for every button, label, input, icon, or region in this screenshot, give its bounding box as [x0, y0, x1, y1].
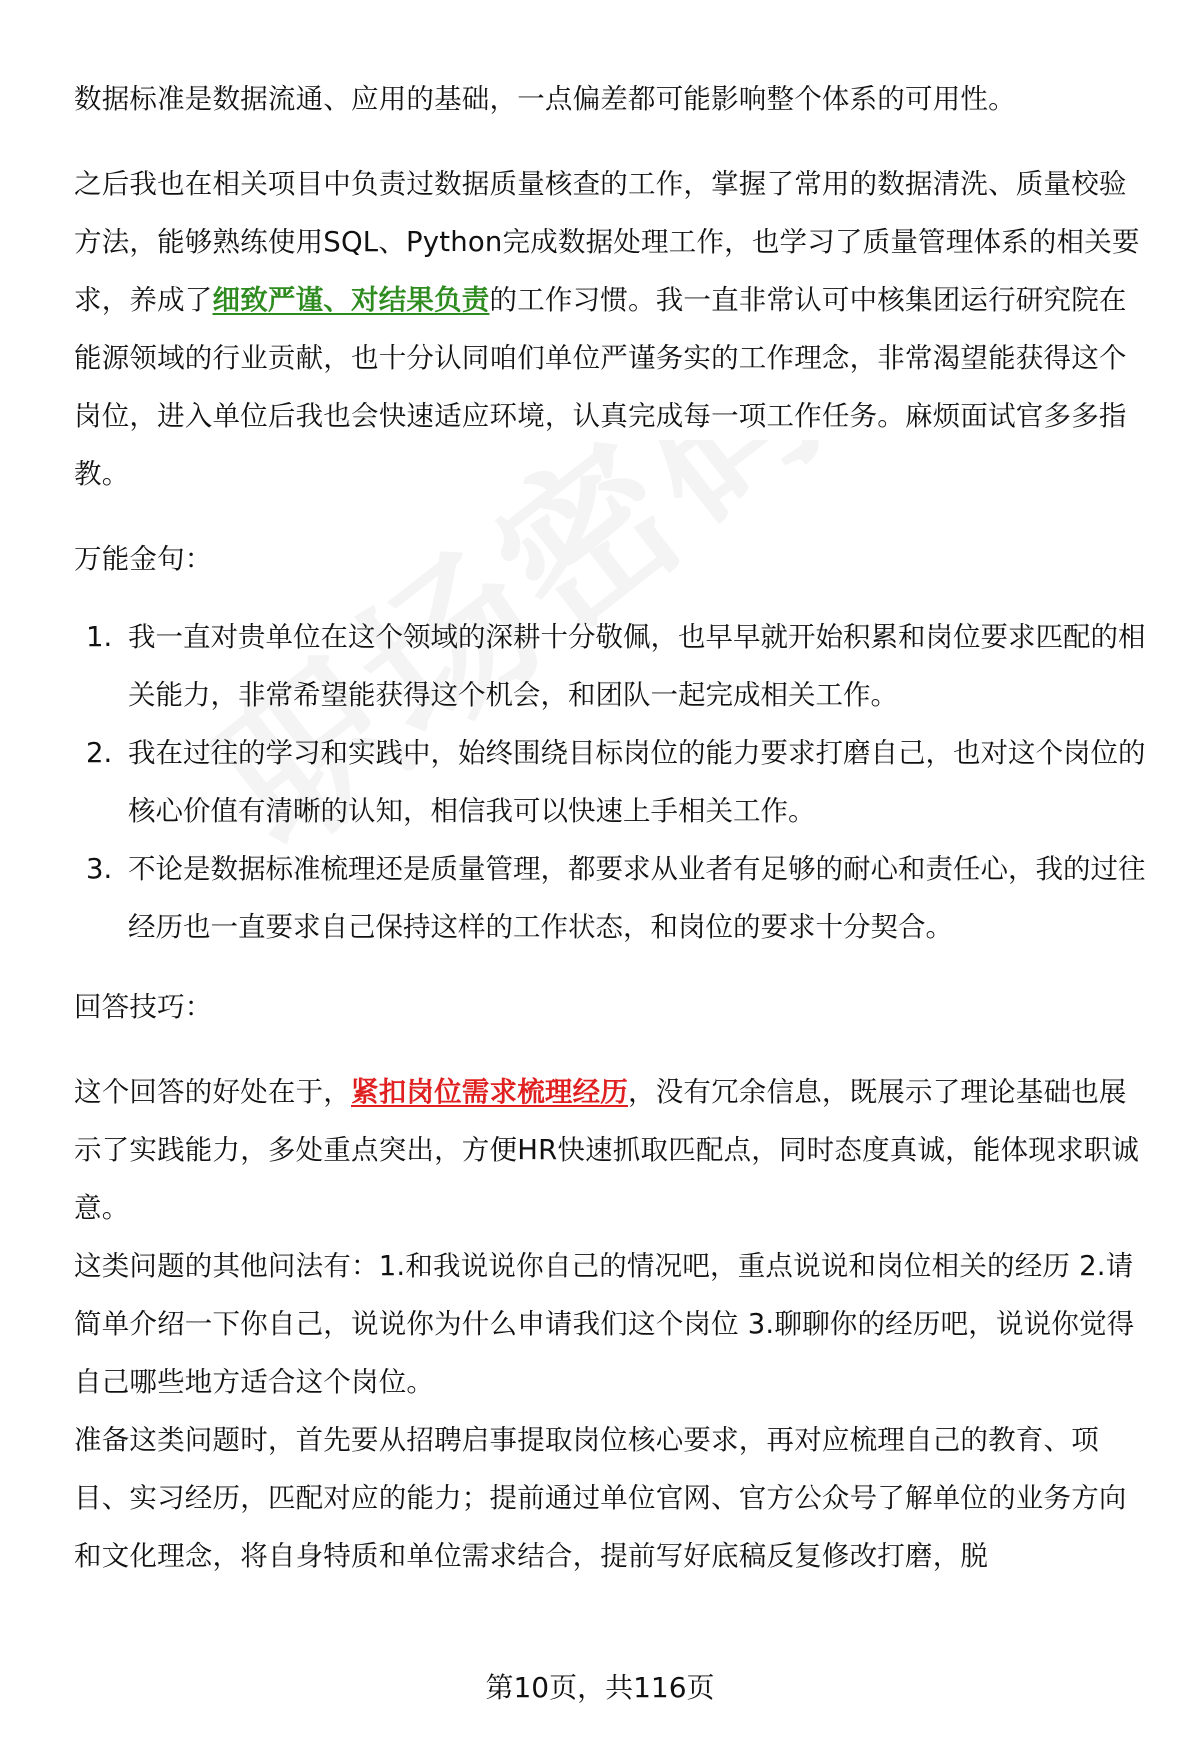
paragraph-2 [74, 155, 1154, 503]
list-item-number: 3. [86, 853, 113, 885]
tips-paragraph-1-text-b: ，没有冗余信息，既展示了理论基础也展示了实践能力，多处重点突出，方便HR快速抓取匹配点，同时态度真诚，能体现求职诚意。 [74, 1076, 1140, 1224]
tips-paragraph-1-text-a: 这个回答的好处在于， [74, 1076, 351, 1108]
highlight-red: 紧扣岗位需求梳理经历 [351, 1076, 628, 1108]
list-item-text: 不论是数据标准梳理还是质量管理，都要求从业者有足够的耐心和责任心，我的过往经历也一直要求自己保持这样的工作状态，和岗位的要求十分契合。 [128, 853, 1146, 943]
paragraph-2-text-a: 之后我也在相关项目中负责过数据质量核查的工作，掌握了常用的数据清洗、质量校验方法，能够熟练使用SQL、Python完成数据处理工作，也学习了质量管理体系的相关要求，养成了 [74, 168, 1140, 316]
paragraph-2-text-b: 的工作习惯。我一直非常认可中核集团运行研究院在能源领域的行业贡献，也十分认同咱们单位严谨务实的工作理念，非常渴望能获得这个岗位，进入单位后我也会快速适应环境，认真完成每一项工作任务。麻烦面试官多多指教。 [74, 284, 1127, 490]
list-item-number: 1. [86, 621, 113, 653]
list-item [74, 724, 1154, 840]
list-item-text: 我在过往的学习和实践中，始终围绕目标岗位的能力要求打磨自己，也对这个岗位的核心价值有清晰的认知，相信我可以快速上手相关工作。 [128, 737, 1146, 827]
tips-paragraph-3: 准备这类问题时，首先要从招聘启事提取岗位核心要求，再对应梳理自己的教育、项目、实习经历，匹配对应的能力；提前通过单位官网、官方公众号了解单位的业务方向和文化理念，将自身特质和单位需求结合，提前写好底稿反复修改打磨，脱 [74, 1424, 1127, 1572]
list-item-number: 2. [86, 737, 113, 769]
tips-paragraph-1 [74, 1063, 1154, 1237]
list-item [74, 840, 1154, 956]
paragraph-1: 数据标准是数据流通、应用的基础，一点偏差都可能影响整个体系的可用性。 [74, 83, 1016, 115]
highlight-green: 细致严谨、对结果负责 [212, 284, 490, 316]
tips-paragraph-2: 这类问题的其他问法有：1.和我说说你自己的情况吧，重点说说和岗位相关的经历 2.请简单介绍一下你自己，说说你为什么申请我们这个岗位 3.聊聊你的经历吧，说说你觉得自己哪些地方适合这个岗位。 [74, 1250, 1135, 1398]
golden-list [74, 608, 1154, 956]
section-title-tips: 回答技巧： [74, 991, 213, 1023]
document-page [74, 70, 1154, 1585]
section-title-golden: 万能金句： [74, 543, 213, 575]
page-footer: 第10页，共116页 [485, 1671, 715, 1704]
list-item-text: 我一直对贵单位在这个领域的深耕十分敬佩，也早早就开始积累和岗位要求匹配的相关能力，非常希望能获得这个机会，和团队一起完成相关工作。 [128, 621, 1146, 711]
list-item [74, 608, 1154, 724]
